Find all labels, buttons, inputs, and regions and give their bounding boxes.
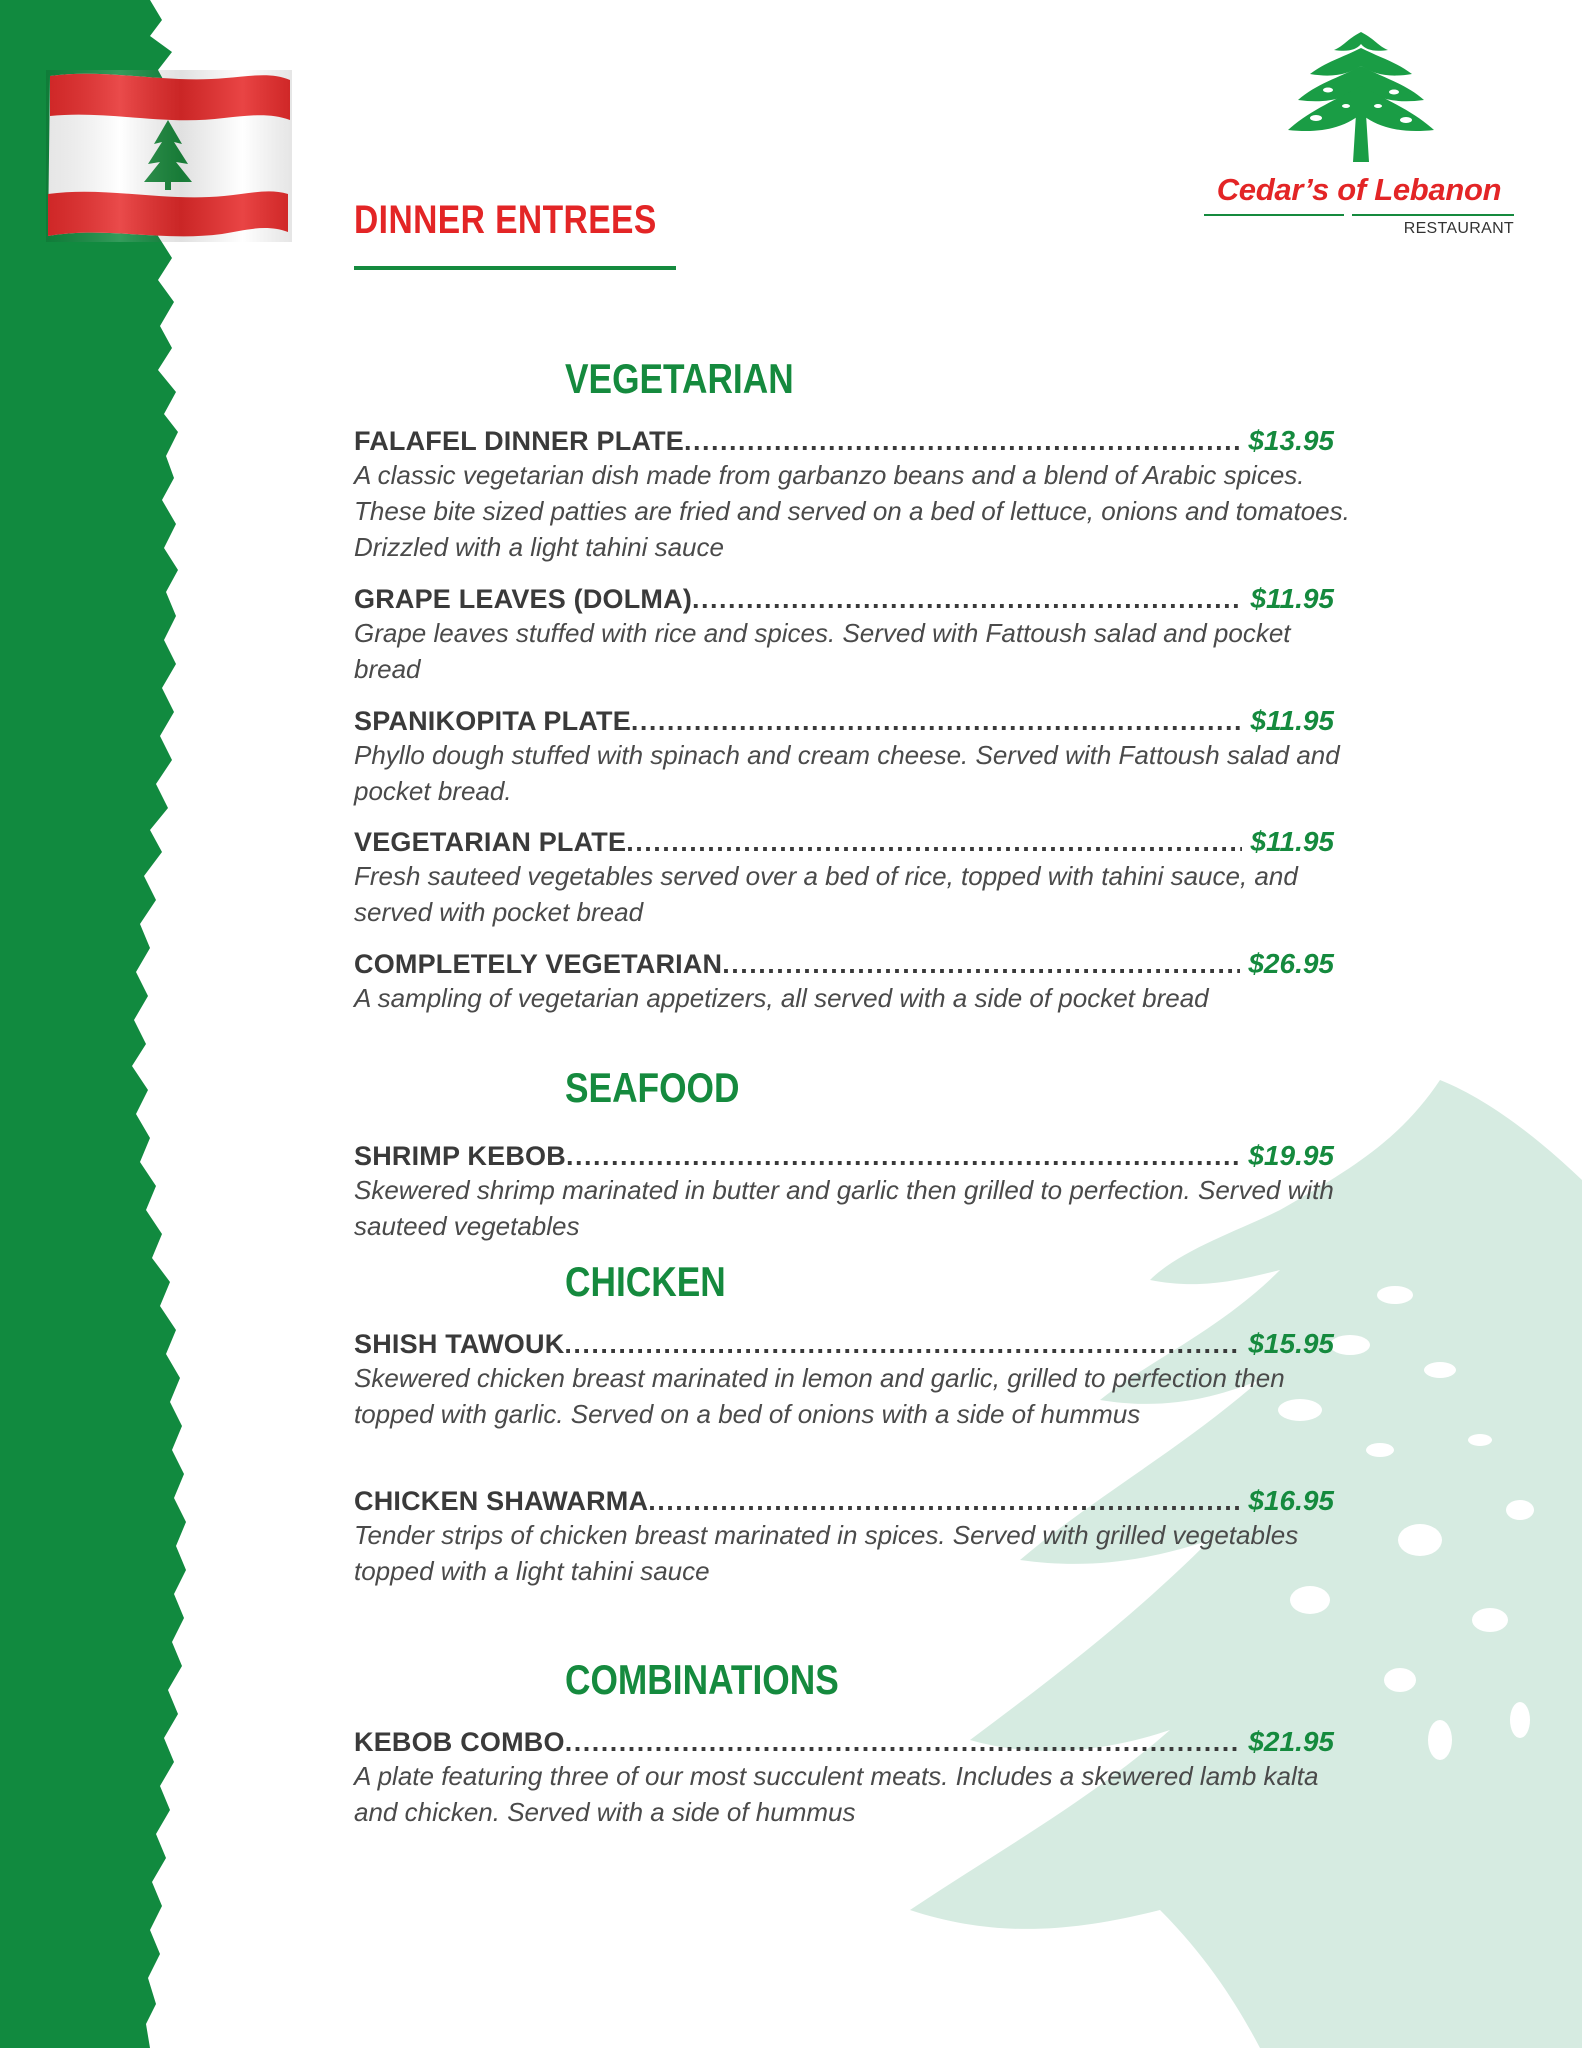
green-torn-border: [0, 0, 200, 2048]
item-price: $16.95: [1248, 1485, 1334, 1516]
dot-leader: [564, 1329, 1240, 1360]
item-description: Tender strips of chicken breast marinated in spices. Served with grilled vegetables topped with a light tahini sauce: [354, 1520, 1299, 1586]
menu-item: [354, 1477, 1334, 1589]
item-price: $11.95: [1250, 583, 1334, 614]
dot-leader: [626, 827, 1242, 858]
menu-item: [354, 818, 1334, 930]
item-description: A sampling of vegetarian appetizers, all served with a side of pocket bread: [354, 983, 1209, 1013]
menu-item: [354, 417, 1350, 565]
item-description: A plate featuring three of our most succulent meats. Includes a skewered lamb kalta and chicken. Served with a side of hummus: [354, 1761, 1319, 1827]
item-price: $13.95: [1248, 425, 1334, 456]
item-description: Skewered shrimp marinated in butter and garlic then grilled to perfection. Served with sauteed vegetables: [354, 1175, 1334, 1241]
item-name: FALAFEL DINNER PLATE: [354, 426, 685, 456]
dot-leader: [631, 706, 1243, 737]
menu-item: [354, 1320, 1334, 1432]
item-price: $11.95: [1250, 826, 1334, 857]
menu-item: [354, 575, 1334, 687]
item-name: SHISH TAWOUK: [354, 1329, 565, 1359]
title-underline: [354, 266, 676, 270]
menu-item: [354, 697, 1340, 809]
dot-leader: [692, 584, 1242, 615]
menu-item: [354, 1132, 1334, 1244]
page-title: DINNER ENTREES: [354, 198, 657, 242]
item-price: $19.95: [1248, 1140, 1334, 1171]
logo-rule: [1204, 214, 1344, 216]
item-name: VEGETARIAN PLATE: [354, 827, 627, 857]
item-price: $21.95: [1248, 1726, 1334, 1757]
section-title-vegetarian: VEGETARIAN: [565, 355, 794, 402]
cedar-tree-icon: [1286, 30, 1436, 170]
menu-item: [354, 940, 1334, 1016]
item-description: Skewered chicken breast marinated in lemon and garlic, grilled to perfection then topped with garlic. Served on a bed of onions with a side of hummus: [354, 1363, 1285, 1429]
item-description: A classic vegetarian dish made from garbanzo beans and a blend of Arabic spices. These bite sized patties are fried and served on a bed of lettuce, onions and tomatoes. Drizzled with a light tahini sauce: [354, 460, 1350, 562]
section-title-chicken: CHICKEN: [565, 1258, 726, 1305]
item-price: $15.95: [1248, 1328, 1334, 1359]
item-name: KEBOB COMBO: [354, 1727, 565, 1757]
item-name: GRAPE LEAVES (DOLMA): [354, 584, 693, 614]
item-description: Phyllo dough stuffed with spinach and cream cheese. Served with Fattoush salad and pocket bread.: [354, 740, 1340, 806]
dot-leader: [684, 426, 1240, 457]
dot-leader: [648, 1486, 1240, 1517]
item-description: Grape leaves stuffed with rice and spices. Served with Fattoush salad and pocket bread: [354, 618, 1291, 684]
dot-leader: [566, 1141, 1240, 1172]
item-price: $11.95: [1250, 705, 1334, 736]
item-description: Fresh sauteed vegetables served over a bed of rice, topped with tahini sauce, and served with pocket bread: [354, 861, 1298, 927]
item-price: $26.95: [1248, 948, 1334, 979]
item-name: SHRIMP KEBOB: [354, 1141, 566, 1171]
dot-leader: [565, 1727, 1241, 1758]
item-name: COMPLETELY VEGETARIAN: [354, 949, 723, 979]
lebanon-flag-image: [46, 70, 292, 242]
restaurant-logo: [1200, 30, 1516, 245]
logo-wordmark: Cedar’s of Lebanon: [1216, 172, 1502, 207]
menu-item: [354, 1718, 1334, 1830]
section-title-combinations: COMBINATIONS: [565, 1656, 839, 1703]
logo-rule: [1352, 214, 1514, 216]
item-name: CHICKEN SHAWARMA: [354, 1486, 649, 1516]
dot-leader: [722, 949, 1240, 980]
item-name: SPANIKOPITA PLATE: [354, 706, 631, 736]
section-title-seafood: SEAFOOD: [565, 1064, 740, 1111]
logo-subtitle: RESTAURANT: [1403, 220, 1514, 237]
